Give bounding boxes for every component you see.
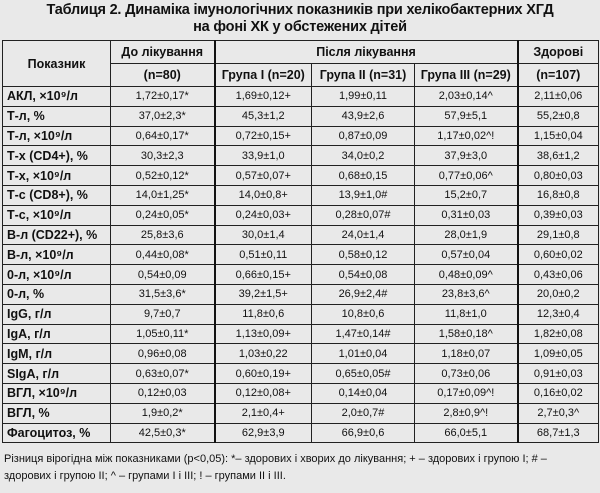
cell-group-2: 0,68±0,15 — [312, 166, 415, 186]
immunology-table — [2, 40, 599, 443]
cell-group-3: 66,0±5,1 — [415, 423, 518, 443]
cell-before: 0,52±0,12* — [111, 166, 215, 186]
cell-healthy: 0,60±0,02 — [518, 245, 599, 265]
table-row — [3, 205, 599, 225]
cell-healthy: 0,43±0,06 — [518, 265, 599, 285]
row-label: Т-х (CD4+), % — [3, 146, 111, 166]
header-healthy-n: (n=107) — [518, 64, 599, 87]
table-row — [3, 304, 599, 324]
header-group-2: Група ІІ (n=31) — [312, 64, 415, 87]
cell-before: 0,63±0,07* — [111, 364, 215, 384]
cell-group-2: 0,54±0,08 — [312, 265, 415, 285]
cell-group-3: 37,9±3,0 — [415, 146, 518, 166]
cell-healthy: 12,3±0,4 — [518, 304, 599, 324]
cell-group-1: 0,66±0,15+ — [215, 265, 312, 285]
cell-before: 1,9±0,2* — [111, 403, 215, 423]
row-label: АКЛ, ×10⁹/л — [3, 87, 111, 107]
row-label: 0-л, ×10⁹/л — [3, 265, 111, 285]
cell-before: 14,0±1,25* — [111, 185, 215, 205]
cell-group-3: 0,17±0,09^! — [415, 383, 518, 403]
table-row — [3, 423, 599, 443]
table-row — [3, 166, 599, 186]
cell-group-3: 0,48±0,09^ — [415, 265, 518, 285]
row-label: В-л (CD22+), % — [3, 225, 111, 245]
table-row — [3, 185, 599, 205]
cell-group-3: 15,2±0,7 — [415, 185, 518, 205]
cell-group-1: 0,51±0,11 — [215, 245, 312, 265]
header-before-n: (n=80) — [111, 64, 215, 87]
cell-group-1: 0,72±0,15+ — [215, 126, 312, 146]
cell-group-2: 1,01±0,04 — [312, 344, 415, 364]
cell-group-1: 11,8±0,6 — [215, 304, 312, 324]
cell-group-1: 0,12±0,08+ — [215, 383, 312, 403]
cell-group-1: 0,24±0,03+ — [215, 205, 312, 225]
cell-healthy: 0,39±0,03 — [518, 205, 599, 225]
row-label: ВГЛ, ×10⁹/л — [3, 383, 111, 403]
cell-before: 31,5±3,6* — [111, 284, 215, 304]
cell-group-3: 57,9±5,1 — [415, 106, 518, 126]
cell-group-3: 0,73±0,06 — [415, 364, 518, 384]
row-label: SIgA, г/л — [3, 364, 111, 384]
cell-before: 9,7±0,7 — [111, 304, 215, 324]
cell-healthy: 1,09±0,05 — [518, 344, 599, 364]
cell-healthy: 2,11±0,06 — [518, 87, 599, 107]
header-group-1: Група І (n=20) — [215, 64, 312, 87]
cell-group-1: 1,03±0,22 — [215, 344, 312, 364]
cell-healthy: 16,8±0,8 — [518, 185, 599, 205]
cell-group-1: 1,13±0,09+ — [215, 324, 312, 344]
cell-group-3: 1,58±0,18^ — [415, 324, 518, 344]
table-row — [3, 245, 599, 265]
cell-healthy: 2,7±0,3^ — [518, 403, 599, 423]
header-row-1 — [3, 41, 599, 64]
cell-healthy: 0,80±0,03 — [518, 166, 599, 186]
cell-group-1: 2,1±0,4+ — [215, 403, 312, 423]
cell-group-3: 2,03±0,14^ — [415, 87, 518, 107]
cell-group-1: 62,9±3,9 — [215, 423, 312, 443]
cell-healthy: 0,91±0,03 — [518, 364, 599, 384]
row-label: Т-х, ×10⁹/л — [3, 166, 111, 186]
row-label: Т-л, % — [3, 106, 111, 126]
cell-group-3: 0,31±0,03 — [415, 205, 518, 225]
cell-group-1: 14,0±0,8+ — [215, 185, 312, 205]
cell-healthy: 0,16±0,02 — [518, 383, 599, 403]
cell-before: 0,96±0,08 — [111, 344, 215, 364]
row-label: Фагоцитоз, % — [3, 423, 111, 443]
table-row — [3, 126, 599, 146]
cell-group-2: 1,99±0,11 — [312, 87, 415, 107]
table-row — [3, 403, 599, 423]
cell-healthy: 1,82±0,08 — [518, 324, 599, 344]
table-body — [3, 87, 599, 443]
cell-group-2: 24,0±1,4 — [312, 225, 415, 245]
table-row — [3, 87, 599, 107]
header-after: Після лікування — [215, 41, 518, 64]
row-label: IgA, г/л — [3, 324, 111, 344]
table-row — [3, 146, 599, 166]
cell-group-2: 0,58±0,12 — [312, 245, 415, 265]
table-row — [3, 284, 599, 304]
cell-healthy: 55,2±0,8 — [518, 106, 599, 126]
cell-before: 37,0±2,3* — [111, 106, 215, 126]
row-label: ВГЛ, % — [3, 403, 111, 423]
row-label: IgM, г/л — [3, 344, 111, 364]
cell-group-1: 0,57±0,07+ — [215, 166, 312, 186]
row-label: В-л, ×10⁹/л — [3, 245, 111, 265]
title-line-1: Таблиця 2. Динаміка імунологічних показників при хелікобактерних ХГД — [46, 2, 554, 18]
cell-group-2: 0,65±0,05# — [312, 364, 415, 384]
row-label: Т-л, ×10⁹/л — [3, 126, 111, 146]
cell-group-2: 0,87±0,09 — [312, 126, 415, 146]
cell-before: 0,54±0,09 — [111, 265, 215, 285]
row-label: IgG, г/л — [3, 304, 111, 324]
row-label: 0-л, % — [3, 284, 111, 304]
cell-group-2: 26,9±2,4# — [312, 284, 415, 304]
cell-group-2: 34,0±0,2 — [312, 146, 415, 166]
cell-healthy: 20,0±0,2 — [518, 284, 599, 304]
cell-healthy: 38,6±1,2 — [518, 146, 599, 166]
row-label: Т-с, ×10⁹/л — [3, 205, 111, 225]
table-row — [3, 265, 599, 285]
header-before: До лікування — [111, 41, 215, 64]
cell-before: 0,12±0,03 — [111, 383, 215, 403]
cell-group-2: 0,14±0,04 — [312, 383, 415, 403]
table-row — [3, 324, 599, 344]
cell-group-2: 0,28±0,07# — [312, 205, 415, 225]
table-row — [3, 364, 599, 384]
cell-group-2: 10,8±0,6 — [312, 304, 415, 324]
cell-before: 0,64±0,17* — [111, 126, 215, 146]
row-label: Т-с (CD8+), % — [3, 185, 111, 205]
header-group-3: Група ІІІ (n=29) — [415, 64, 518, 87]
header-indicator: Показник — [3, 41, 111, 87]
cell-group-2: 2,0±0,7# — [312, 403, 415, 423]
table-title — [0, 0, 600, 38]
table-row — [3, 344, 599, 364]
title-line-2: на фоні ХК у обстежених дітей — [193, 19, 407, 35]
cell-group-1: 30,0±1,4 — [215, 225, 312, 245]
table-row — [3, 383, 599, 403]
cell-healthy: 29,1±0,8 — [518, 225, 599, 245]
cell-group-1: 33,9±1,0 — [215, 146, 312, 166]
cell-group-3: 0,77±0,06^ — [415, 166, 518, 186]
cell-group-1: 1,69±0,12+ — [215, 87, 312, 107]
cell-before: 42,5±0,3* — [111, 423, 215, 443]
table-footnote: Різниця вірогідна між показниками (р<0,05): *– здорових і хворих до лікування; + – здорових і групою І; # – здорових і групою ІІ; ^ – групами І і ІІІ; ! – групами ІІ і ІІІ. — [4, 453, 547, 482]
cell-group-3: 2,8±0,9^! — [415, 403, 518, 423]
cell-healthy: 1,15±0,04 — [518, 126, 599, 146]
cell-group-3: 11,8±1,0 — [415, 304, 518, 324]
cell-group-3: 0,57±0,04 — [415, 245, 518, 265]
table-row — [3, 225, 599, 245]
cell-before: 0,24±0,05* — [111, 205, 215, 225]
cell-before: 1,05±0,11* — [111, 324, 215, 344]
cell-group-1: 0,60±0,19+ — [215, 364, 312, 384]
cell-before: 25,8±3,6 — [111, 225, 215, 245]
header-healthy: Здорові — [518, 41, 599, 64]
table-row — [3, 106, 599, 126]
cell-group-3: 28,0±1,9 — [415, 225, 518, 245]
cell-healthy: 68,7±1,3 — [518, 423, 599, 443]
cell-group-1: 45,3±1,2 — [215, 106, 312, 126]
cell-group-3: 1,18±0,07 — [415, 344, 518, 364]
cell-group-3: 1,17±0,02^! — [415, 126, 518, 146]
cell-before: 0,44±0,08* — [111, 245, 215, 265]
cell-group-2: 66,9±0,6 — [312, 423, 415, 443]
cell-group-2: 13,9±1,0# — [312, 185, 415, 205]
cell-before: 30,3±2,3 — [111, 146, 215, 166]
cell-group-2: 43,9±2,6 — [312, 106, 415, 126]
cell-group-1: 39,2±1,5+ — [215, 284, 312, 304]
cell-group-3: 23,8±3,6^ — [415, 284, 518, 304]
cell-group-2: 1,47±0,14# — [312, 324, 415, 344]
cell-before: 1,72±0,17* — [111, 87, 215, 107]
